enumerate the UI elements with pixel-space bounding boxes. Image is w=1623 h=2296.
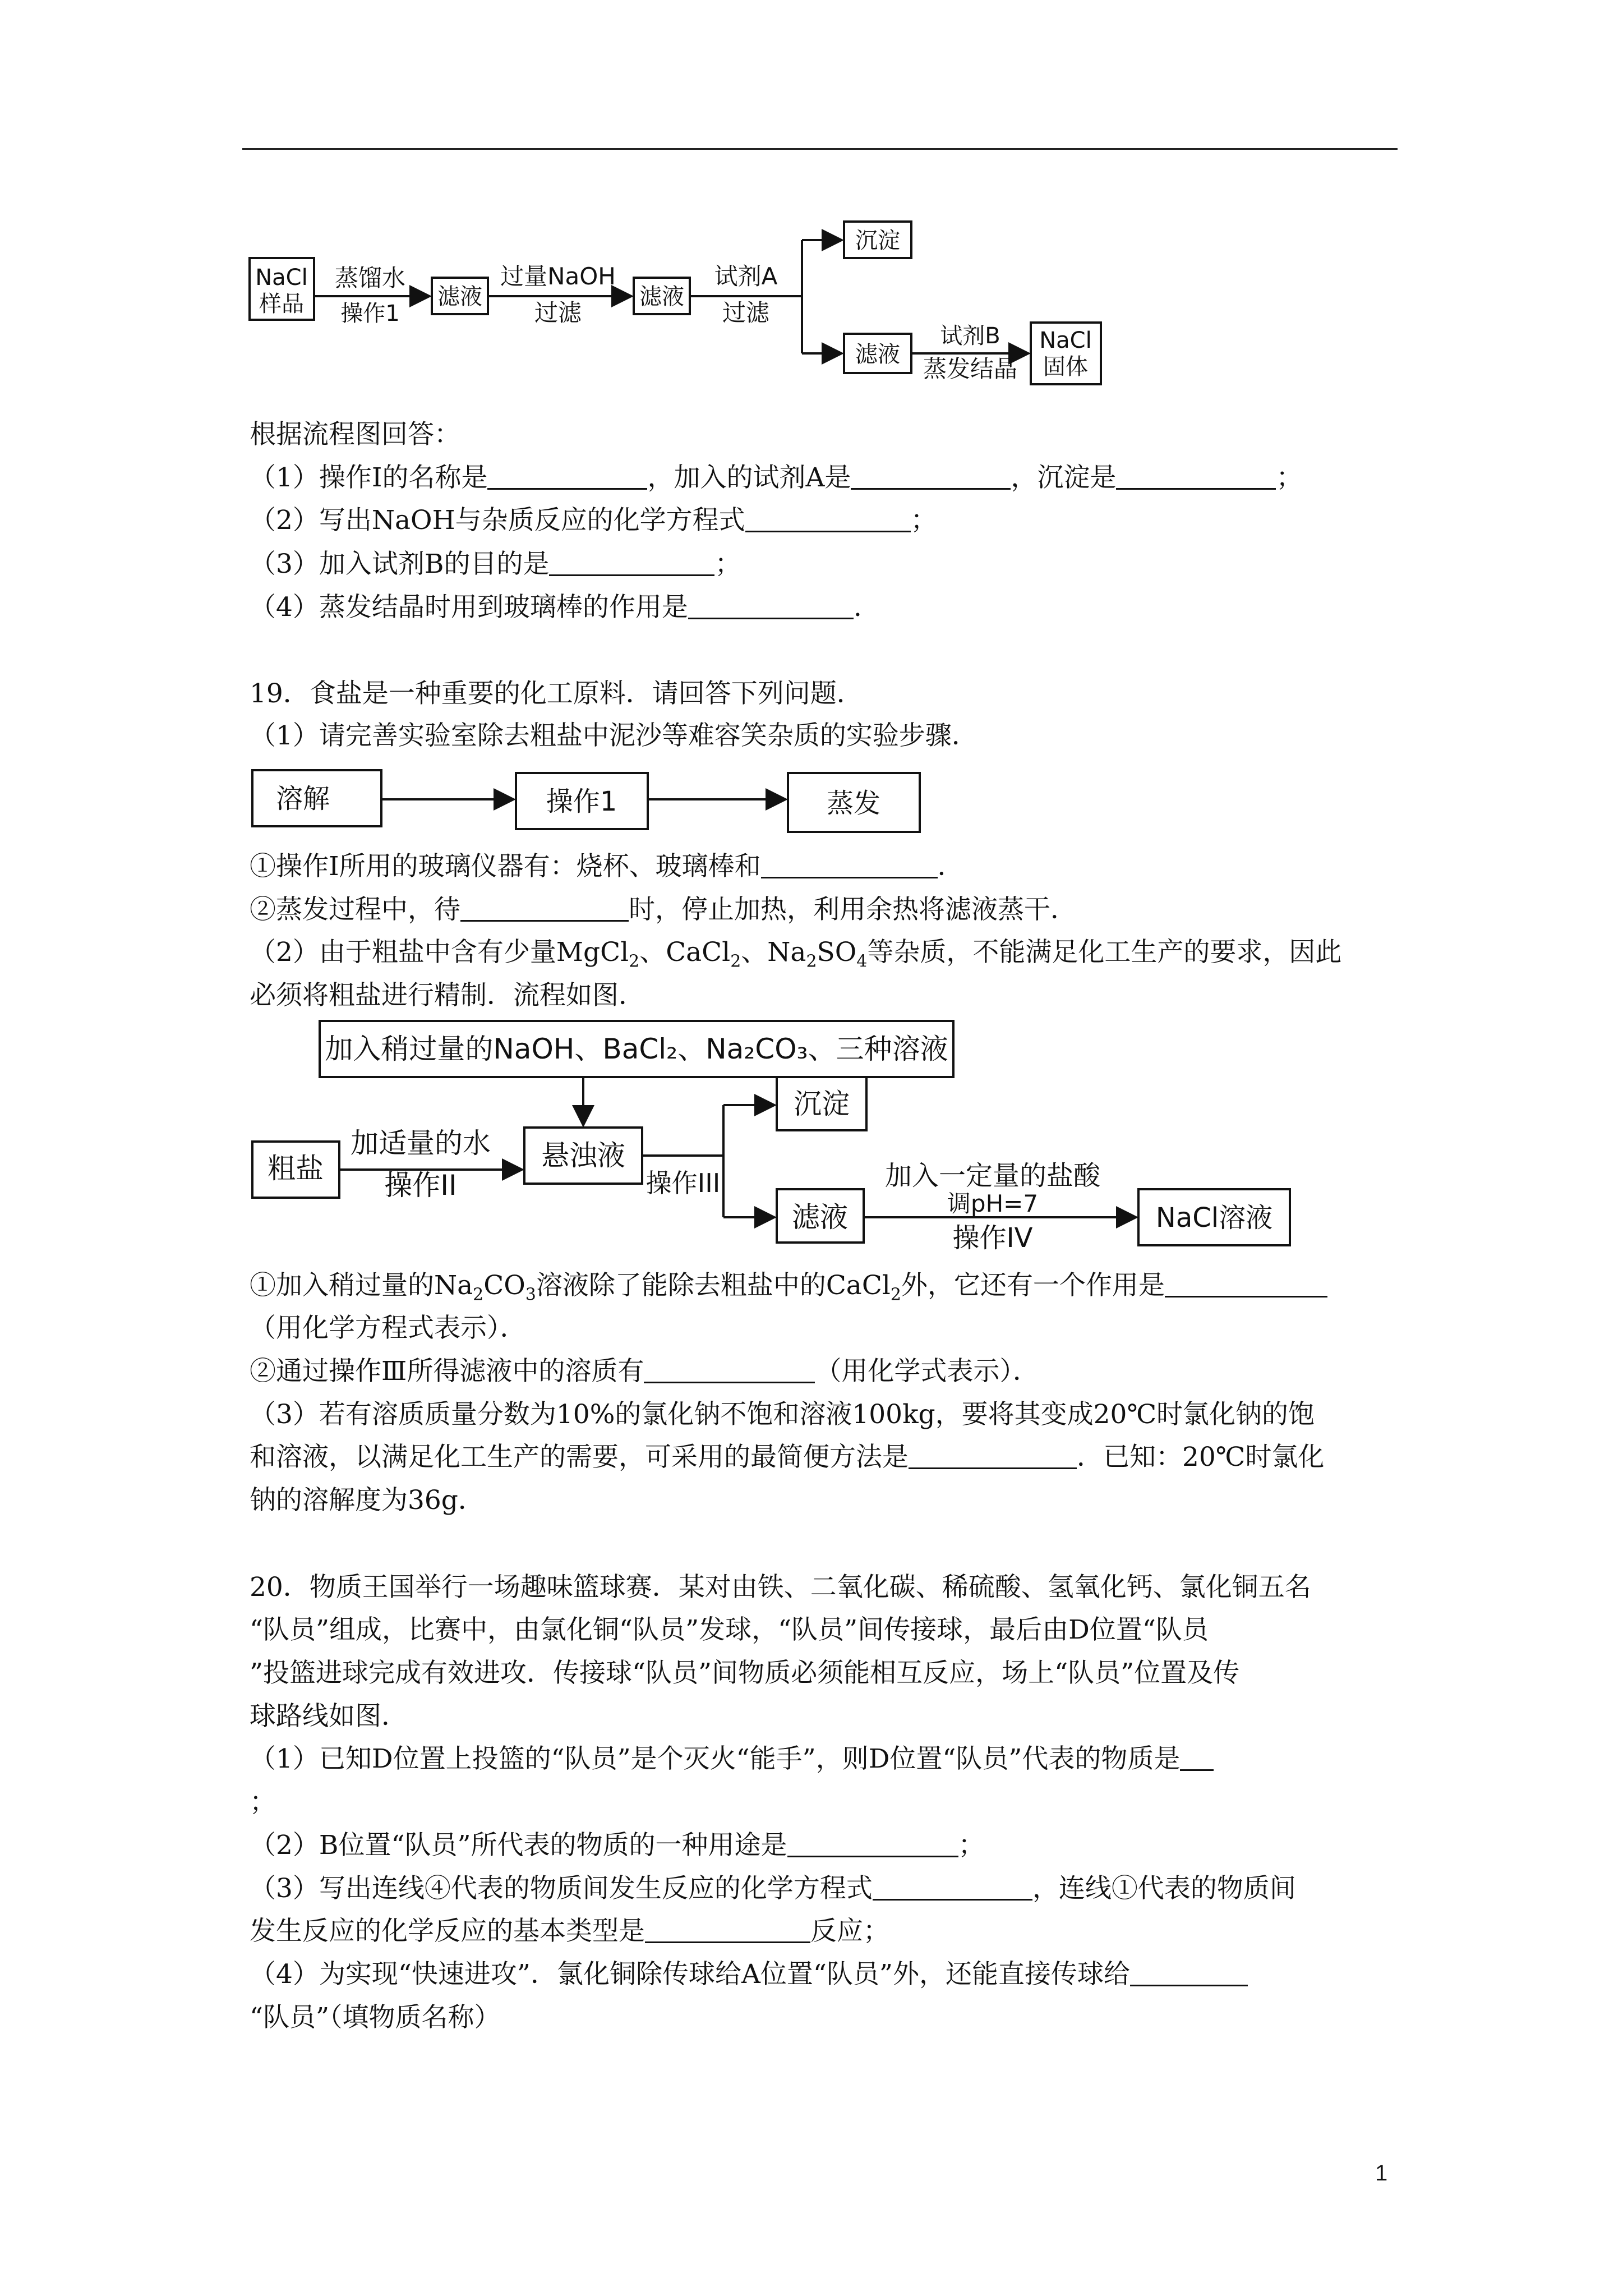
answer-blank[interactable]	[745, 506, 911, 532]
page-number: 1	[1375, 2161, 1388, 2185]
answer-blank[interactable]	[460, 895, 629, 922]
answer-blank[interactable]	[1116, 463, 1276, 490]
answer-blank[interactable]	[1165, 1271, 1327, 1297]
d1-product-2: 固体	[1043, 354, 1088, 380]
d1-filtrate-3: 滤液	[855, 342, 900, 367]
q19-p3: （3）若有溶质质量分数为10%的氯化钠不饱和溶液100kg，要将其变成20℃时氯化钠的饱	[250, 1399, 1315, 1430]
q20-line10: （4）为实现“快速进攻”．氯化铜除传球给A位置“队员”外，还能直接传球给	[250, 1958, 1248, 1991]
d1-sample-2: 样品	[259, 291, 304, 317]
flow2-step2-top: 加适量的水	[351, 1127, 491, 1159]
q20-line5: （1）已知D位置上投篮的“队员”是个灭火“能手”，则D位置“队员”代表的物质是	[250, 1742, 1214, 1776]
q19-p1-1: ①操作Ⅰ所用的玻璃仪器有：烧杯、玻璃棒和 ．	[250, 851, 964, 882]
q20-line11: “队员”（填物质名称）	[250, 2002, 501, 2033]
d1-step4-bottom: 蒸发结晶	[923, 355, 1018, 383]
answer-blank[interactable]	[487, 463, 647, 490]
q19-p2-cont: 必须将粗盐进行精制．流程如图．	[250, 980, 645, 1011]
q20-line1: 20．物质王国举行一场趣味篮球赛．某对由铁、二氧化碳、稀硫酸、氢氧化钙、氯化铜五名	[250, 1572, 1311, 1603]
flow2-step2-bottom: 操作II	[384, 1169, 457, 1202]
d1-product-1: NaCl	[1039, 328, 1092, 353]
q20-line4: 球路线如图．	[250, 1701, 408, 1732]
flow2-top-box: 加入稍过量的NaOH、BaCl₂、Na₂CO₃、三种溶液	[325, 1033, 948, 1065]
flow1-dissolve: 溶解	[275, 783, 330, 815]
q19-p2-1-cont: （用化学方程式表示）．	[250, 1313, 527, 1343]
q18-line4: （4）蒸发结晶时用到玻璃棒的作用是 .	[250, 592, 862, 623]
answer-blank[interactable]	[645, 1917, 810, 1943]
q19-p2-2: ②通过操作Ⅲ所得滤液中的溶质有 （用化学式表示）．	[250, 1356, 1039, 1387]
flow2-step4-top: 加入一定量的盐酸	[884, 1160, 1101, 1191]
answer-blank[interactable]	[851, 463, 1011, 490]
d1-sample-1: NaCl	[255, 265, 308, 291]
answer-blank[interactable]	[549, 550, 714, 576]
header-rule	[242, 148, 1398, 150]
flow2-filtrate: 滤液	[792, 1201, 848, 1234]
q18-line3: （3）加入试剂B的目的是 ；	[250, 549, 741, 579]
d1-step1-top: 蒸馏水	[334, 264, 406, 292]
d1-step1-bottom: 操作1	[340, 301, 400, 326]
q18-line2: （2）写出NaOH与杂质反应的化学方程式 ；	[250, 505, 937, 536]
answer-blank[interactable]	[761, 852, 938, 878]
q19-p2-1: ①加入稍过量的$Na_2CO_3$溶液除了能除去粗盐中的CaCl$_2$外，它还有一个作用是	[250, 1269, 1327, 1312]
flowchart-2	[247, 762, 937, 840]
flow1-operation: 操作1	[546, 786, 617, 817]
answer-blank[interactable]	[787, 1831, 958, 1857]
q20-line9: 发生反应的化学反应的基本类型是 反应；	[250, 1916, 889, 1947]
q19-title: 19．食盐是一种重要的化工原料．请回答下列问题．	[250, 678, 863, 709]
q20-line2: “队员”组成，比赛中，由氯化铜“队员”发球，“队员”间传接球，最后由D位置“队员	[250, 1614, 1209, 1645]
d1-filtrate-2: 滤液	[639, 284, 684, 310]
flow2-crude: 粗盐	[268, 1152, 324, 1185]
q19-p2: （2）由于粗盐中含有少量MgCl$_2$、CaCl$_2$、$Na_2SO_4$等杂质，不能满足化工生产的要求，因此	[250, 937, 1342, 972]
q19-p3-cont2: 钠的溶解度为36g．	[250, 1485, 485, 1516]
q20-line7: （2）B位置“队员”所代表的物质的一种用途是 ；	[250, 1830, 985, 1861]
q18-line1: （1）操作Ⅰ的名称是 ，加入的试剂A是 ，沉淀是 ；	[250, 462, 1303, 493]
flow2-step4-bottom: 操作IV	[952, 1222, 1033, 1254]
answer-blank[interactable]	[1180, 1745, 1214, 1771]
q19-p1: （1）请完善实验室除去粗盐中泥沙等难容笑杂质的实验步骤．	[250, 720, 978, 751]
answer-blank[interactable]	[688, 593, 854, 619]
flow2-precipitate: 沉淀	[794, 1088, 850, 1120]
flow2-step4-mid: 调pH=7	[947, 1190, 1039, 1217]
answer-blank[interactable]	[1130, 1960, 1248, 1986]
d1-step4-top: 试剂B	[940, 323, 1000, 349]
flow2-product: NaCl溶液	[1155, 1202, 1273, 1234]
q19-p3-cont: 和溶液，以满足化工生产的需要，可采用的最简便方法是 ．已知：20℃时氯化	[250, 1442, 1325, 1473]
q18-intro: 根据流程图回答：	[250, 419, 460, 450]
q19-p1-2: ②蒸发过程中，待 时，停止加热，利用余热将滤液蒸干．	[250, 894, 1077, 925]
flow1-evaporate: 蒸发	[826, 788, 881, 819]
answer-blank[interactable]	[873, 1874, 1032, 1901]
d1-step3-bottom: 过滤	[722, 299, 770, 326]
answer-blank[interactable]	[644, 1357, 815, 1383]
flowchart-3	[247, 1018, 1312, 1265]
flow2-suspension: 悬浊液	[541, 1139, 625, 1172]
d1-precipitate: 沉淀	[855, 228, 900, 254]
q20-line8: （3）写出连线④代表的物质间发生反应的化学方程式 ，连线①代表的物质间	[250, 1873, 1296, 1904]
d1-step2-bottom: 过滤	[534, 299, 582, 326]
d1-step2-top: 过量NaOH	[500, 263, 616, 290]
answer-blank[interactable]	[909, 1443, 1077, 1469]
q20-line6: ；	[250, 1787, 276, 1818]
d1-filtrate-1: 滤液	[437, 284, 482, 310]
q20-line3: ”投篮进球完成有效进攻．传接球“队员”间物质必须能相互反应，场上“队员”位置及传	[250, 1658, 1240, 1688]
flow2-step3: 操作III	[645, 1168, 721, 1198]
flowchart-1	[241, 213, 1150, 398]
d1-step3-top: 试剂A	[714, 263, 778, 290]
